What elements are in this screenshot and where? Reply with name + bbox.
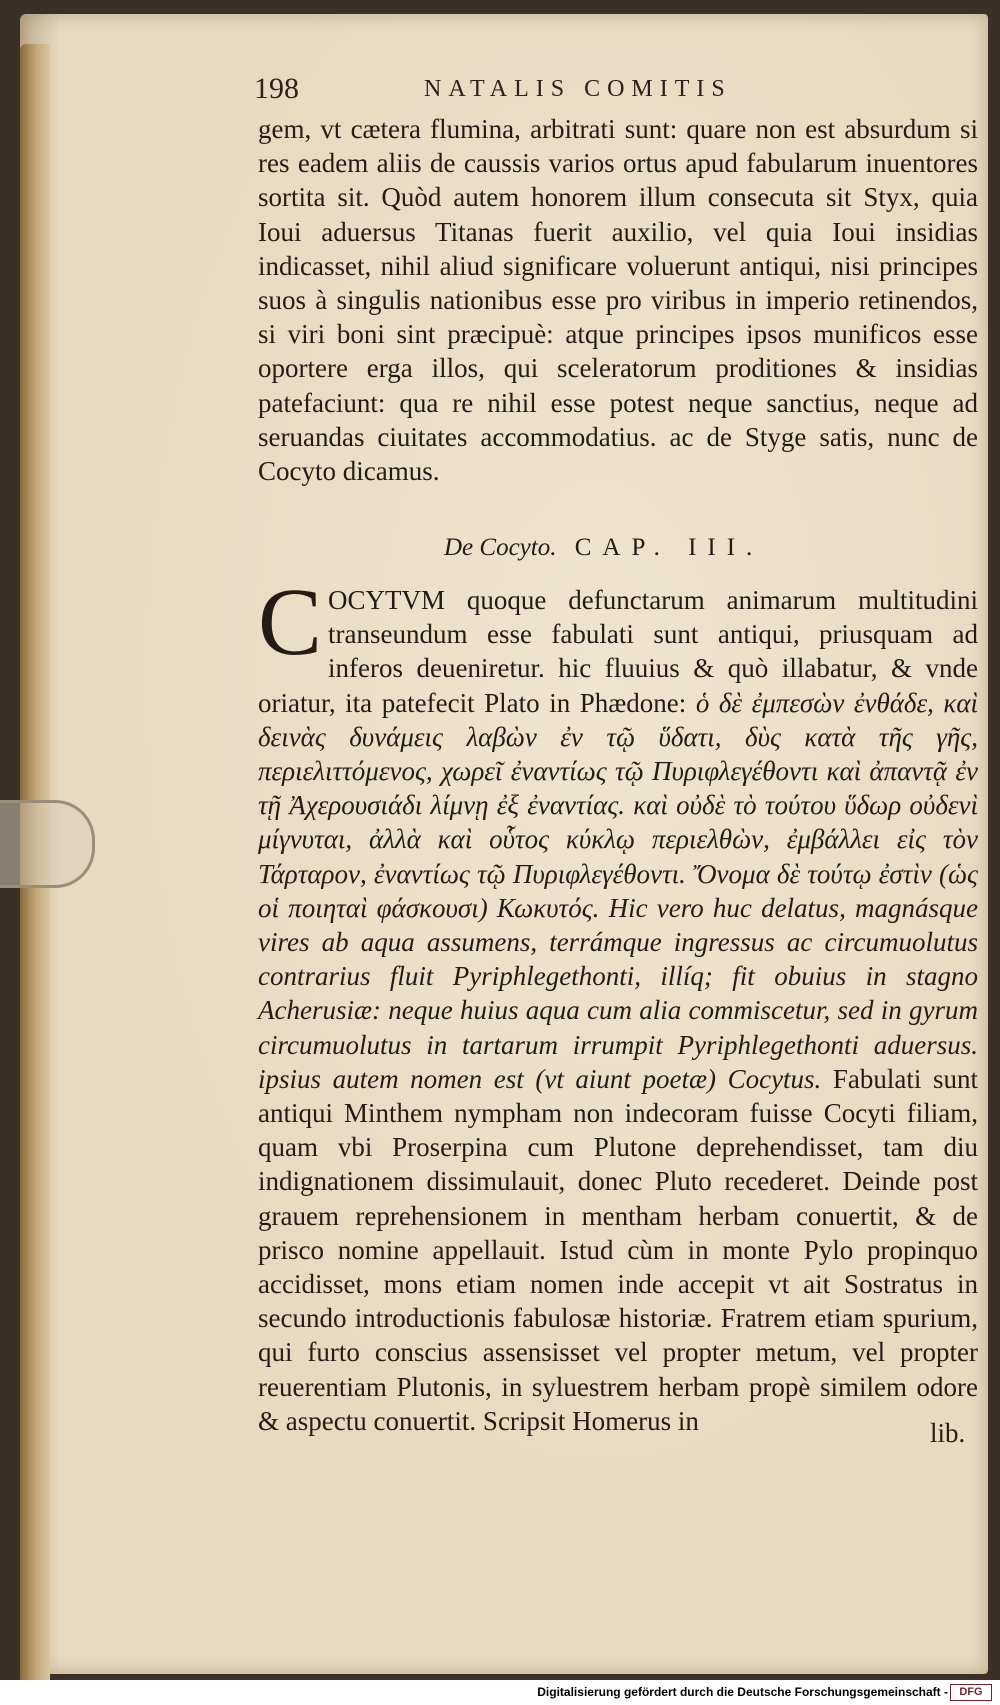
paragraph-intro: OCYTVM quoque defunctarum animarum multitudini transeundum esse fabulati sunt antiqui, priusquam ad inferos deueniretur. hic fluuius & quò illabatur, & vnde oriatur, ita patefecit Plato in Phædone: <box>258 585 978 718</box>
footer-credit: Digitalisierung gefördert durch die Deutsche Forschungsgemeinschaft - <box>537 1685 948 1699</box>
chapter-heading <box>444 534 763 562</box>
paragraph-cocytus <box>258 568 979 1438</box>
page-clip <box>0 800 95 888</box>
latin-translation: Hic vero huc delatus, magnásque vires ab aqua assumens, terrámque ingressus ac circumuolutus contrarius fluit Pyriphlegethonti, illíq; fit obuius in stagno Acherusiæ: neque huius aqua cum alia commiscetur, sed in gyrum circumuolutus in tartarum irrumpit Pyriphlegethonti aduersus. ipsius autem nomen est (vt aiunt poetæ) Cocytus. <box>258 892 978 1094</box>
greek-quotation: ὁ δὲ ἐμπεσὼν ἐνθάδε, καὶ δεινὰς δυνάμεις λαβὼν ἐν τῷ ὕδατι, δὺς κατὰ τῆς γῆς, περιελιττόμενος, χωρεῖ ἐναντίως τῷ Πυριφλεγέθοντι καὶ ἀπαντᾷ ἐν τῇ Ἀχερουσιάδι λίμνῃ ἐξ ἐναντίας. καὶ οὐδὲ τὸ τούτου ὕδωρ οὐδενὶ μίγνυται, ἀλλὰ καὶ οὗτος κύκλῳ περιελθὼν, ἐμβάλλει εἰς τὸν Τάρταρον, ἐναντίως τῷ Πυριφλεγέθοντι. Ὄνομα δὲ τούτῳ ἐστὶν (ὡς οἱ ποιηταὶ φάσκουσι) Κωκυτός. <box>258 687 979 923</box>
page-header <box>254 72 814 112</box>
chapter-title: De Cocyto. <box>444 534 557 561</box>
paragraph-styx: gem, vt cætera flumina, arbitrati sunt: quare non est absurdum si res eadem aliis de caussis varios ortus apud fabularum inuentores sortita sit. Quòd autem honorem illum consecuta sit Styx, quia Ioui aduersus Titanas fuerit auxilio, vel quia Ioui insidias indicasset, nihil aliud significare voluerunt antiqui, nisi principes suos à singulis nationibus esse pro viribus in imperio retinendos, si viri boni sint præcipuè: atque principes ipsos munificos esse oportere erga illos, qui sceleratorum proditiones & insidias patefaciunt: qua re nihil esse potest neque sanctius, neque ad seruandas ciuitates accommodatius. ac de Styge satis, nunc de Cocyto dicamus. <box>258 114 978 487</box>
dfg-logo: DFG <box>950 1684 992 1701</box>
digitization-footer <box>0 1680 1000 1705</box>
chapter-label: CAP. III. <box>574 534 764 561</box>
catchword: lib. <box>930 1418 966 1448</box>
paragraph-rest: Fabulati sunt antiqui Minthem nympham non indecoram fuisse Cocyti filiam, quam vbi Proserpina cum Plutone deprehendisset, tam diu indignationem dissimulauit, donec Pluto recederet. Deinde post grauem reprehensionem in mentham herbam conuertit, & de prisco nomine appellauit. Istud cùm in monte Pylo propinquo accidisset, mons etiam nomen inde accepit vt ait Sostratus in secundo introductionis fabulosæ historiæ. Fratrem etiam spurium, qui furto conscius assensisset vel propter metum, vel propter reuerentiam Plutonis, in syluestrem herbam propè similem odore & aspectu conuertit. Scripsit Homerus in <box>258 1063 978 1436</box>
drop-capital: C <box>258 568 323 675</box>
running-title: NATALIS COMITIS <box>424 76 732 102</box>
page-number: 198 <box>254 72 299 105</box>
